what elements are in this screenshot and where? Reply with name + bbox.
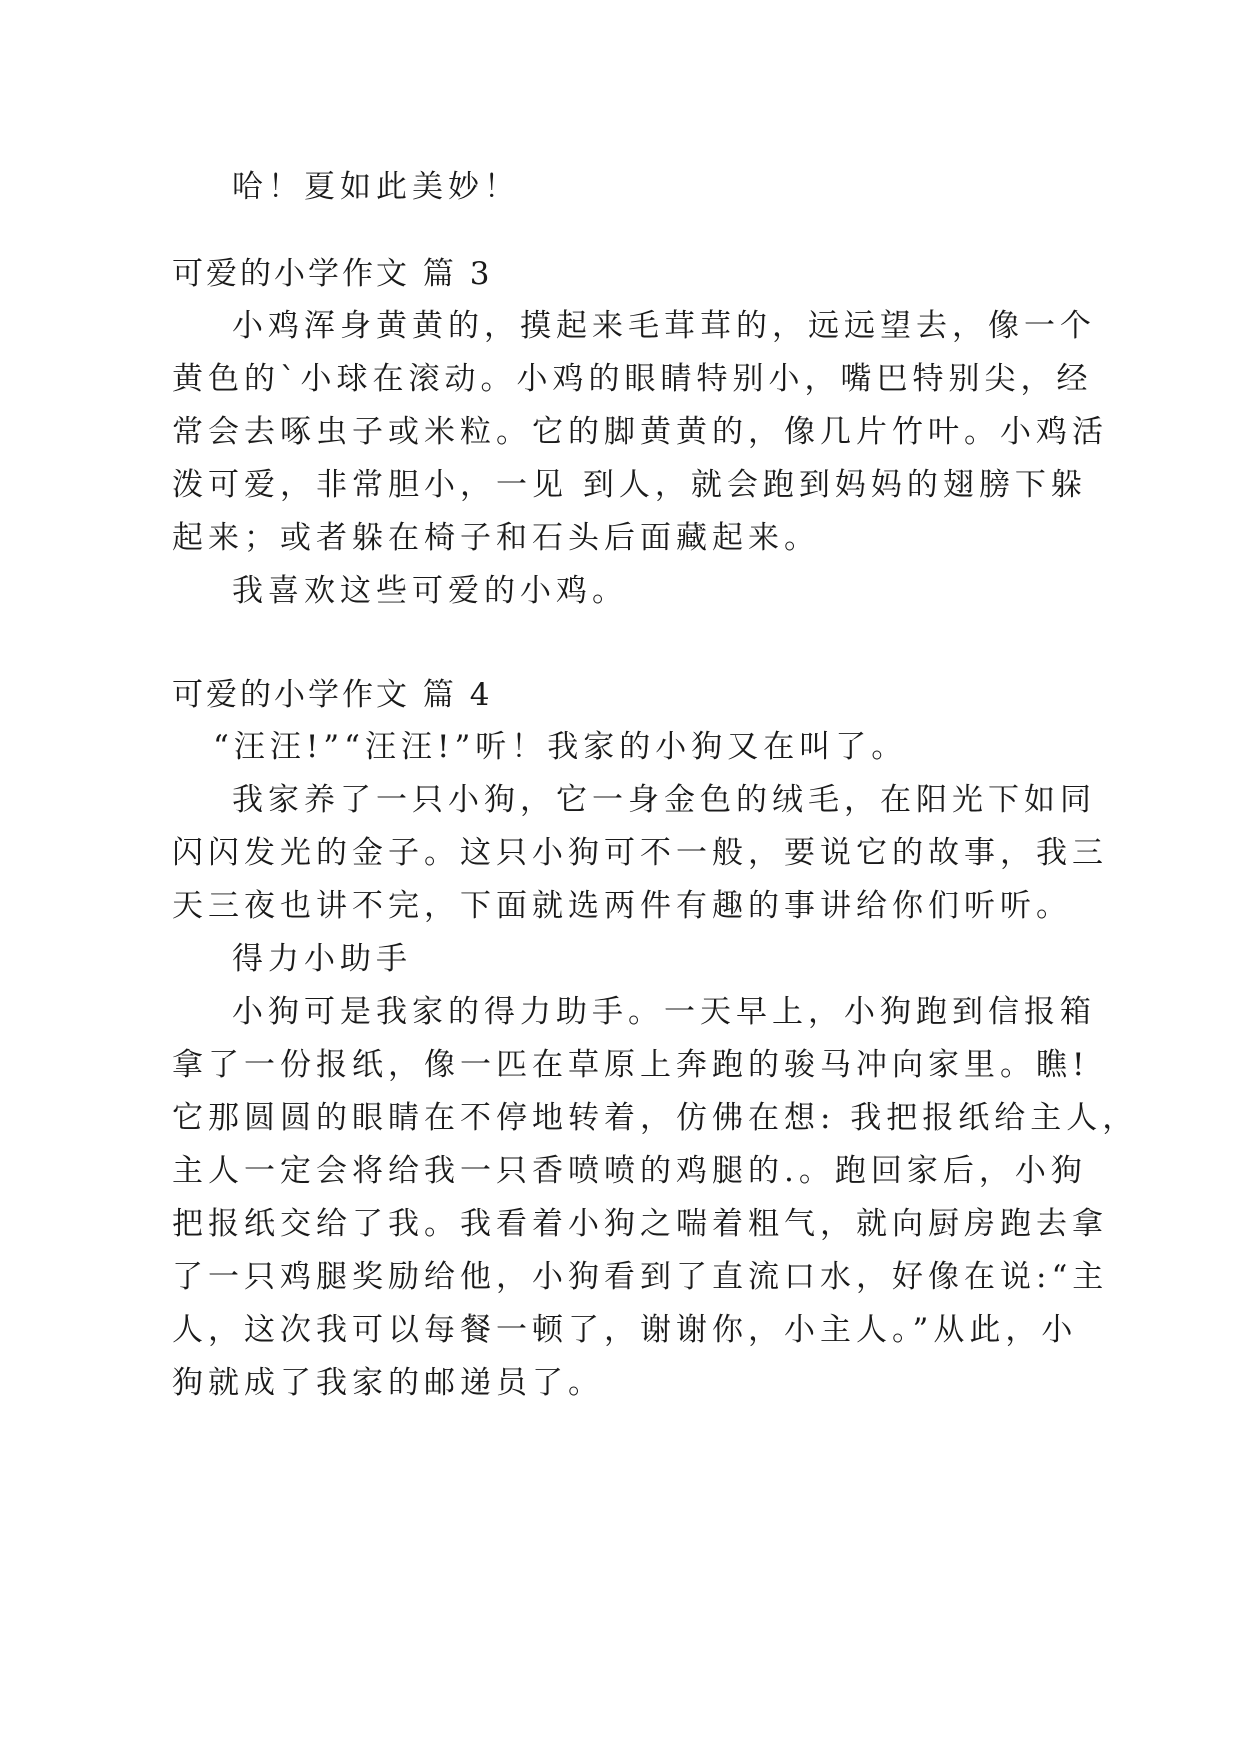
section-3-para1-line-2: 黄色的`小球在滚动。小鸡的眼睛特别小，嘴巴特别尖，经 (172, 361, 1093, 397)
section-4-heading: 可爱的小学作文 篇 4 (172, 677, 493, 713)
section-4-para3-line-4: 主人一定会将给我一只香喷喷的鸡腿的.。跑回家后，小狗 (172, 1153, 1087, 1189)
section-4-para3-line-1: 小狗可是我家的得力助手。一天早上，小狗跑到信报箱 (232, 994, 1096, 1030)
section-3-para1-line-1: 小鸡浑身黄黄的，摸起来毛茸茸的，远远望去，像一个 (232, 308, 1096, 344)
section-4-para3-line-7: 人，这次我可以每餐一顿了，谢谢你，小主人。”从此，小 (172, 1312, 1078, 1348)
section-4-para2-line-2: 闪闪发光的金子。这只小狗可不一般，要说它的故事，我三 (172, 835, 1108, 871)
section-3-heading: 可爱的小学作文 篇 3 (172, 256, 493, 292)
section-3-para2: 我喜欢这些可爱的小鸡。 (232, 573, 628, 609)
section-4-subheading: 得力小助手 (232, 941, 412, 977)
intro-exclamation: 哈！夏如此美妙！ (232, 169, 520, 205)
section-4-para3-line-2: 拿了一份报纸，像一匹在草原上奔跑的骏马冲向家里。瞧! (172, 1047, 1090, 1083)
section-3-para1-line-5: 起来；或者躲在椅子和石头后面藏起来。 (172, 520, 820, 556)
section-4-para1: “汪汪!”“汪汪!”听！我家的小狗又在叫了。 (213, 729, 908, 765)
section-4-para2-line-3: 天三夜也讲不完，下面就选两件有趣的事讲给你们听听。 (172, 888, 1072, 924)
section-4-para3-line-6: 了一只鸡腿奖励给他，小狗看到了直流口水，好像在说:“主 (172, 1259, 1109, 1295)
section-4-para2-line-1: 我家养了一只小狗，它一身金色的绒毛，在阳光下如同 (232, 782, 1096, 818)
section-4-para3-line-3: 它那圆圆的眼睛在不停地转着，仿佛在想: 我把报纸给主人， (172, 1100, 1139, 1136)
section-3-para1-line-4: 泼可爱，非常胆小，一见 到人，就会跑到妈妈的翅膀下躲 (172, 467, 1087, 503)
section-4-para3-line-5: 把报纸交给了我。我看着小狗之喘着粗气，就向厨房跑去拿 (172, 1206, 1108, 1242)
section-3-para1-line-3: 常会去啄虫子或米粒。它的脚黄黄的，像几片竹叶。小鸡活 (172, 414, 1108, 450)
section-4-para3-line-8: 狗就成了我家的邮递员了。 (172, 1365, 604, 1401)
